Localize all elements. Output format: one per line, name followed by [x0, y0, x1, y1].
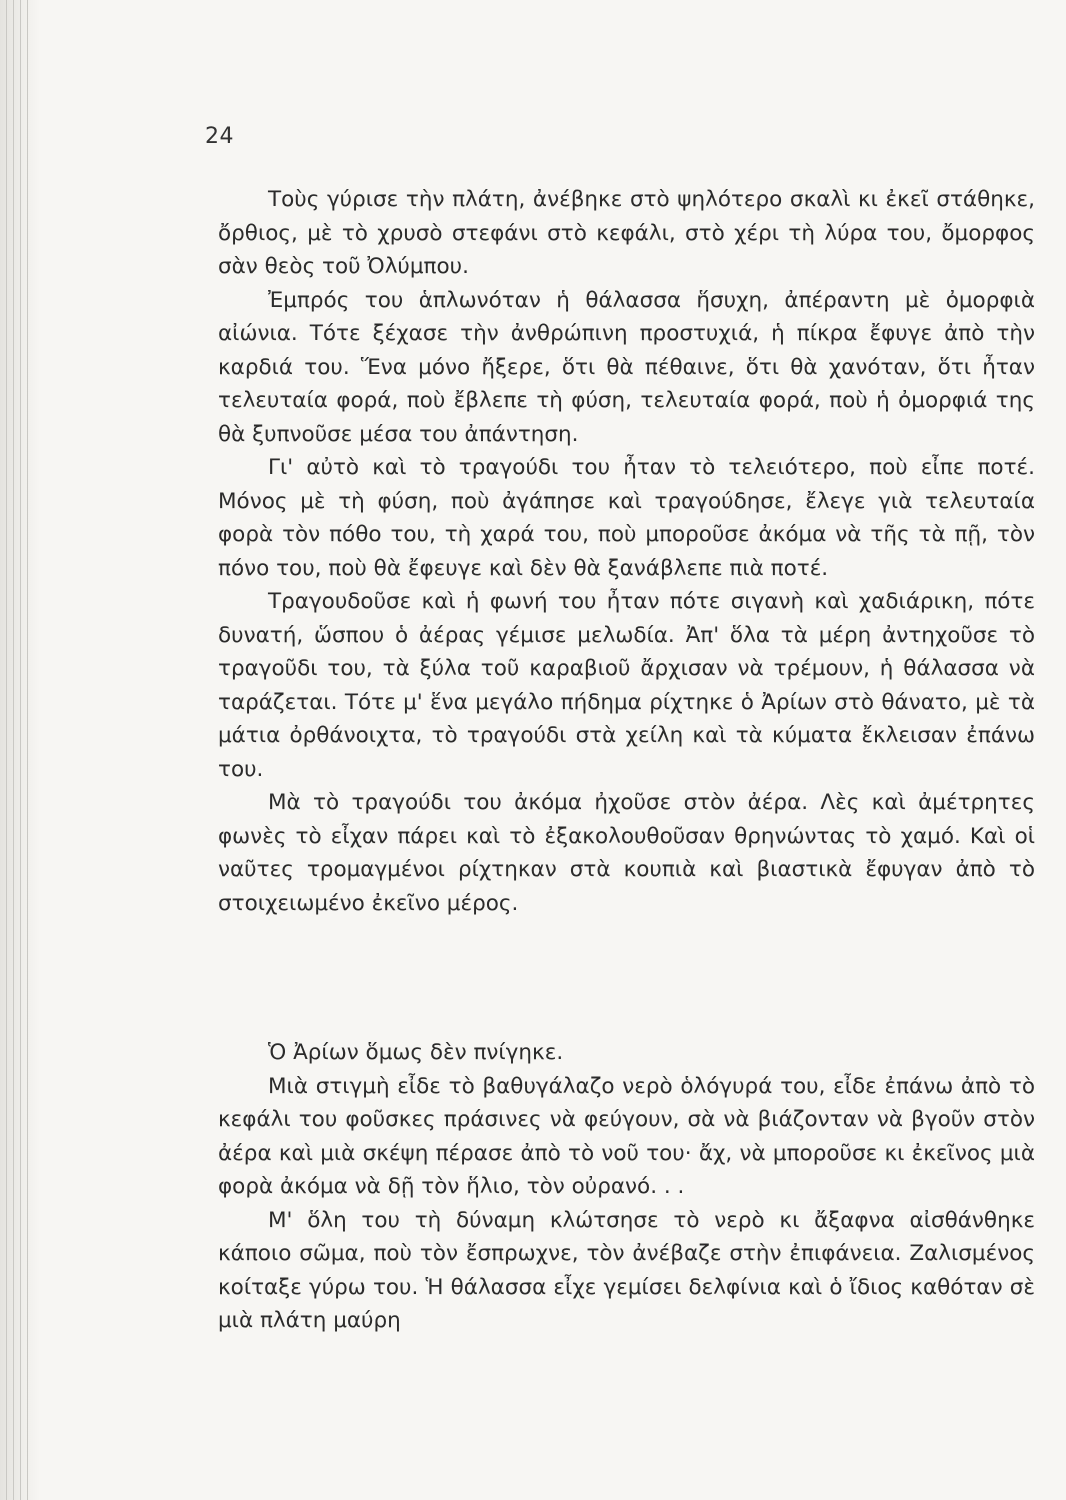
text-section-1 — [218, 183, 1035, 920]
page-number: 24 — [205, 124, 234, 149]
paragraph: Ὁ Ἀρίων ὅμως δὲν πνίγηκε. — [268, 1040, 564, 1065]
page-edge-line — [13, 0, 14, 1500]
page-edge-line — [20, 0, 21, 1500]
paragraph: Γι' αὐτὸ καὶ τὸ τραγούδι του ἦταν τὸ τελειότερο, ποὺ εἶπε ποτέ. Μόνος μὲ τὴ φύση, ποὺ ἀγάπησε καὶ τραγούδησε, ἔλεγε γιὰ τελευταία φορὰ τὸν πόθο του, τὴ χαρά του, ποὺ μποροῦσε ἀκόμα νὰ τῆς τὰ πῇ, τὸν πόνο του, ποὺ θὰ ἔφευγε καὶ δὲν θὰ ξανάβλεπε πιὰ ποτέ. — [218, 455, 1035, 581]
page-edge-line — [6, 0, 7, 1500]
page-edge-line — [27, 0, 28, 1500]
paragraph: Τραγουδοῦσε καὶ ἡ φωνή του ἦταν πότε σιγανὴ καὶ χαδιάρικη, πότε δυνατή, ὥσπου ὁ ἀέρας γέμισε μελωδία. Ἀπ' ὅλα τὰ μέρη ἀντηχοῦσε τὸ τραγοῦδι του, τὰ ξύλα τοῦ καραβιοῦ ἄρχισαν νὰ τρέμουν, ἡ θάλασσα νὰ ταράζεται. Τότε μ' ἕνα μεγάλο πήδημα ρίχτηκε ὁ Ἀρίων στὸ θάνατο, μὲ τὰ μάτια ὀρθάνοιχτα, τὸ τραγούδι στὰ χείλη καὶ τὰ κύματα ἔκλεισαν ἐπάνω του. — [218, 589, 1035, 782]
paragraph: Μ' ὅλη του τὴ δύναμη κλώτσησε τὸ νερὸ κι ἄξαφνα αἰσθάνθηκε κάποιο σῶμα, ποὺ τὸν ἔσπρωχνε, τὸν ἀνέβαζε στὴν ἐπιφάνεια. Ζαλισμένος κοίταξε γύρω του. Ἡ θάλασσα εἶχε γεμίσει δελφίνια καὶ ὁ ἴδιος καθόταν σὲ μιὰ πλάτη μαύρη — [218, 1207, 1035, 1333]
paragraph: Μὰ τὸ τραγούδι του ἀκόμα ἠχοῦσε στὸν ἀέρα. Λὲς καὶ ἀμέτρητες φωνὲς τὸ εἶχαν πάρει καὶ τὸ ἐξακολουθοῦσαν θρηνώντας τὸ χαμό. Καὶ οἱ ναῦτες τρομαγμένοι ρίχτηκαν στὰ κουπιὰ καὶ βιαστικὰ ἔφυγαν ἀπὸ τὸ στοιχειωμένο ἐκεῖνο μέρος. — [218, 790, 1035, 916]
paragraph: Ἐμπρός του ἁπλωνόταν ἡ θάλασσα ἥσυχη, ἀπέραντη μὲ ὀμορφιὰ αἰώνια. Τότε ξέχασε τὴν ἀνθρώπινη προστυχιά, ἡ πίκρα ἔφυγε ἀπὸ τὴν καρδιά του. Ἕνα μόνο ἤξερε, ὅτι θὰ πέθαινε, ὅτι θὰ χανόταν, ὅτι ἦταν τελευταία φορά, ποὺ ἔβλεπε τὴ φύση, τελευταία φορά, ποὺ ἡ ὀμορφιά της θὰ ξυπνοῦσε μέσα του ἀπάντηση. — [218, 287, 1035, 447]
paragraph: Μιὰ στιγμὴ εἶδε τὸ βαθυγάλαζο νερὸ ὁλόγυρά του, εἶδε ἐπάνω ἀπὸ τὸ κεφάλι του φοῦσκες πράσινες νὰ φεύγουν, σὰ νὰ βιάζονταν νὰ βγοῦν στὸν ἀέρα καὶ μιὰ σκέψη πέρασε ἀπὸ τὸ νοῦ του· ἄχ, νὰ μποροῦσε κι ἐκεῖνος μιὰ φορὰ ἀκόμα νὰ δῇ τὸν ἥλιο, τὸν οὐρανό. . . — [218, 1073, 1035, 1199]
text-section-2 — [218, 1036, 1035, 1338]
paragraph: Τοὺς γύρισε τὴν πλάτη, ἀνέβηκε στὸ ψηλότερο σκαλὶ κι ἐκεῖ στάθηκε, ὄρθιος, μὲ τὸ χρυσὸ στεφάνι στὸ κεφάλι, στὸ χέρι τὴ λύρα του, ὄμορφος σὰν θεὸς τοῦ Ὀλύμπου. — [218, 187, 1035, 279]
